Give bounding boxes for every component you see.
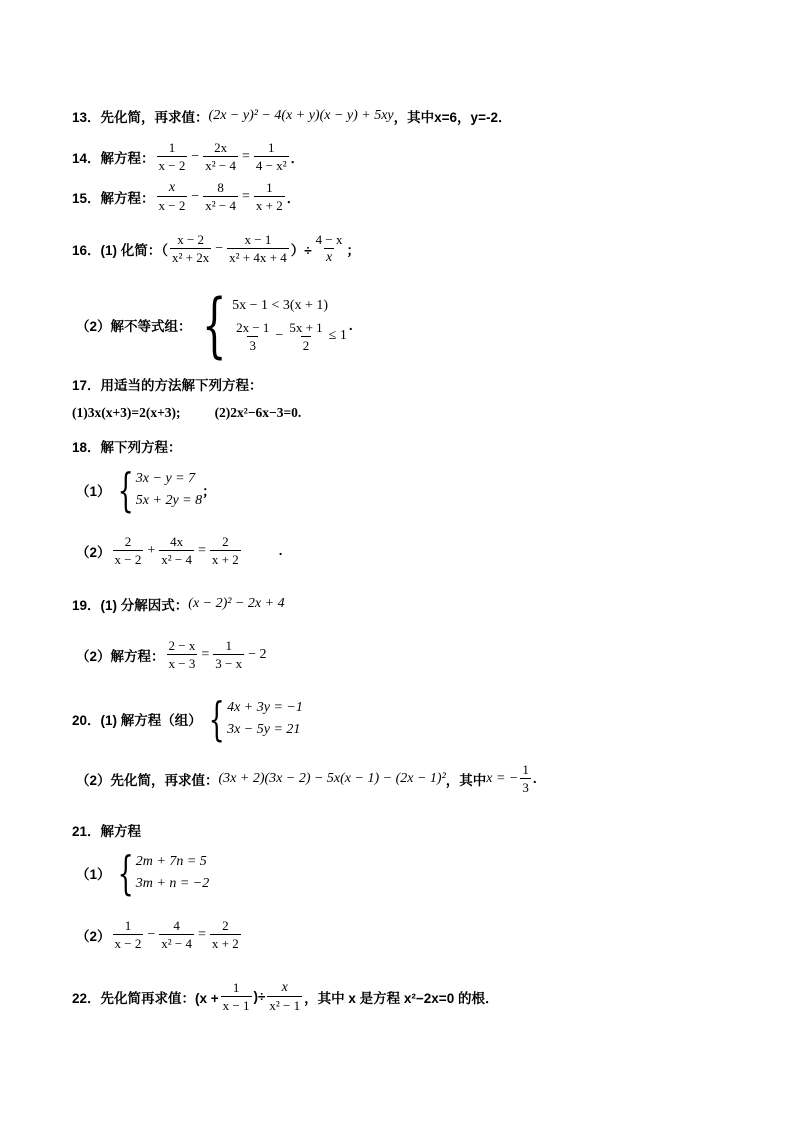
- equation-system: { 2m + 7n = 5 3m + n = −2: [117, 846, 210, 900]
- problem-21-part-1: （1） { 2m + 7n = 5 3m + n = −2: [76, 846, 210, 900]
- problem-18: [72, 436, 182, 456]
- fraction: $\frac{1}{x + 2}$: [255, 180, 283, 213]
- problem-15: 15．解方程： $\frac{x}{x - 2}$ − $\frac{8}{\text{x² − 4}}$ = $\frac{1}{x + 2}$ ．: [72, 180, 301, 213]
- problem-19-part-2: （2）解方程： $\frac{2 - x}{x - 3}$ = $\frac{1}{3 - x}$ − 2: [76, 638, 267, 671]
- problem-21-part-2: （2） $\frac{1}{x - 2}$ − $\frac{4}{\text{x² − 4}}$ = $\frac{2}{x + 2}$: [76, 918, 239, 951]
- problem-22-label: 22．先化简再求值：(x +: [72, 990, 219, 1006]
- fraction: $\frac{x}{x - 2}$: [158, 180, 186, 213]
- problem-21-label: 21．解方程: [72, 824, 142, 839]
- fraction: $\frac{2}{x + 2}$: [211, 918, 239, 951]
- problem-18-part-2: （2） $\frac{2}{x - 2}$ + $\frac{4x}{\text{x² − 4}}$ = $\frac{2}{x + 2}$ .: [76, 534, 283, 567]
- problem-17-q1: (1)3x(x+3)=2(x+3);: [72, 405, 181, 420]
- problem-18-label: 18．解下列方程：: [72, 440, 182, 455]
- left-brace: {: [117, 463, 134, 517]
- left-brace: {: [208, 692, 225, 746]
- problem-13-expression: (2x − y)² − 4(x + y)(x − y) + 5xy: [208, 108, 394, 123]
- fraction: $\frac{2}{x - 2}$: [114, 534, 142, 567]
- fraction: $\frac{1}{x - 2}$: [158, 140, 186, 173]
- equation-system: { 4x + 3y = −1 3x − 5y = 21: [208, 692, 303, 746]
- fraction: $\frac{5x + 1}{2}$: [289, 319, 323, 353]
- fraction: $\frac{4 - x}{x}$: [315, 232, 343, 265]
- problem-16-part-2-label: （2）解不等式组：: [76, 319, 192, 334]
- fraction: $\frac{1}{x - 2}$: [114, 918, 142, 951]
- fraction: $\frac{1}{x - 1}$: [222, 980, 250, 1013]
- problem-18-part-1: （1） { 3x − y = 7 5x + 2y = 8 ；: [76, 463, 216, 517]
- problem-19-part-1: 19．(1) 分解因式： (x − 2)² − 2x + 4: [72, 596, 285, 613]
- problem-20-part-1: 20．(1) 解方程（组） { 4x + 3y = −1 3x − 5y = 21: [72, 692, 303, 746]
- fraction: $\frac{2x - 1}{3}$: [236, 319, 270, 353]
- fraction: $\frac{1}{\text{4 − x²}}$: [255, 140, 287, 173]
- problem-17-questions: [72, 405, 301, 421]
- problem-14: 14．解方程： $\frac{1}{x - 2}$ − $\frac{2x}{\text{x² − 4}}$ = $\frac{1}{\text{4 − x²}}$ ．: [72, 140, 305, 173]
- problem-21: [72, 820, 141, 840]
- fraction: $\frac{x - 1}{\text{x² + 4x + 4}}$: [229, 232, 287, 265]
- fraction: $\frac{x - 2}{\text{x² + 2x}}$: [172, 232, 210, 265]
- fraction: $\frac{8}{\text{x² − 4}}$: [205, 180, 237, 213]
- problem-13: [72, 106, 511, 126]
- fraction: $\frac{4}{\text{x² − 4}}$: [161, 918, 192, 951]
- problem-14-label: 14．解方程：: [72, 150, 155, 166]
- fraction: $\frac{2 - x}{x - 3}$: [168, 638, 196, 671]
- fraction: $\frac{x}{\text{x² − 1}}$: [269, 980, 301, 1013]
- fraction: $\frac{4x}{\text{x² − 4}}$: [161, 534, 192, 567]
- equation-system: { 3x − y = 7 5x + 2y = 8: [117, 463, 203, 517]
- fraction: $\frac{1}{3 - x}$: [215, 638, 243, 671]
- inequality-system: { 5x − 1 < 3(x + 1) $\frac{2x - 1}{3}$ − $\frac{5x + 1}{2}$ ≤ 1: [201, 284, 347, 366]
- problem-16-label: 16．(1) 化简：（: [72, 242, 169, 258]
- problem-13-label: 13．先化简，再求值：: [72, 110, 209, 125]
- problem-13-condition: ，其中x=6，y=-2．: [393, 110, 512, 125]
- left-brace: {: [201, 284, 227, 366]
- problem-17-label: 17．用适当的方法解下列方程：: [72, 378, 263, 393]
- problem-16-part-1: 16．(1) 化简：（ $\frac{x - 2}{\text{x² + 2x}}$ − $\frac{x - 1}{\text{x² + 4x + 4}}$ ）÷ $\frac{4 - x}{x}$ ；: [72, 232, 360, 265]
- left-brace: {: [117, 846, 134, 900]
- problem-20-part-2: （2）先化简，再求值： (3x + 2)(3x − 2) − 5x(x − 1) − (2x − 1)² ，其中 x = − $\frac{1}{3}$ .: [76, 762, 537, 795]
- fraction: $\frac{2}{x + 2}$: [211, 534, 239, 567]
- problem-15-label: 15．解方程：: [72, 190, 155, 206]
- fraction: $\frac{2x}{\text{x² − 4}}$: [205, 140, 237, 173]
- fraction: $\frac{1}{3}$: [522, 762, 529, 795]
- problem-17-q2: (2)2x²−6x−3=0.: [214, 405, 302, 420]
- problem-16-part-2: （2）解不等式组： { 5x − 1 < 3(x + 1) $\frac{2x - 1}{3}$ − $\frac{5x + 1}{2}$ ≤ 1 .: [76, 284, 353, 366]
- problem-17: [72, 374, 263, 394]
- problem-22: 22．先化简再求值：(x + $\frac{1}{x - 1}$ )÷ $\frac{x}{\text{x² − 1}}$ ，其中 x 是方程 x²−2x=0 的根．: [72, 980, 499, 1013]
